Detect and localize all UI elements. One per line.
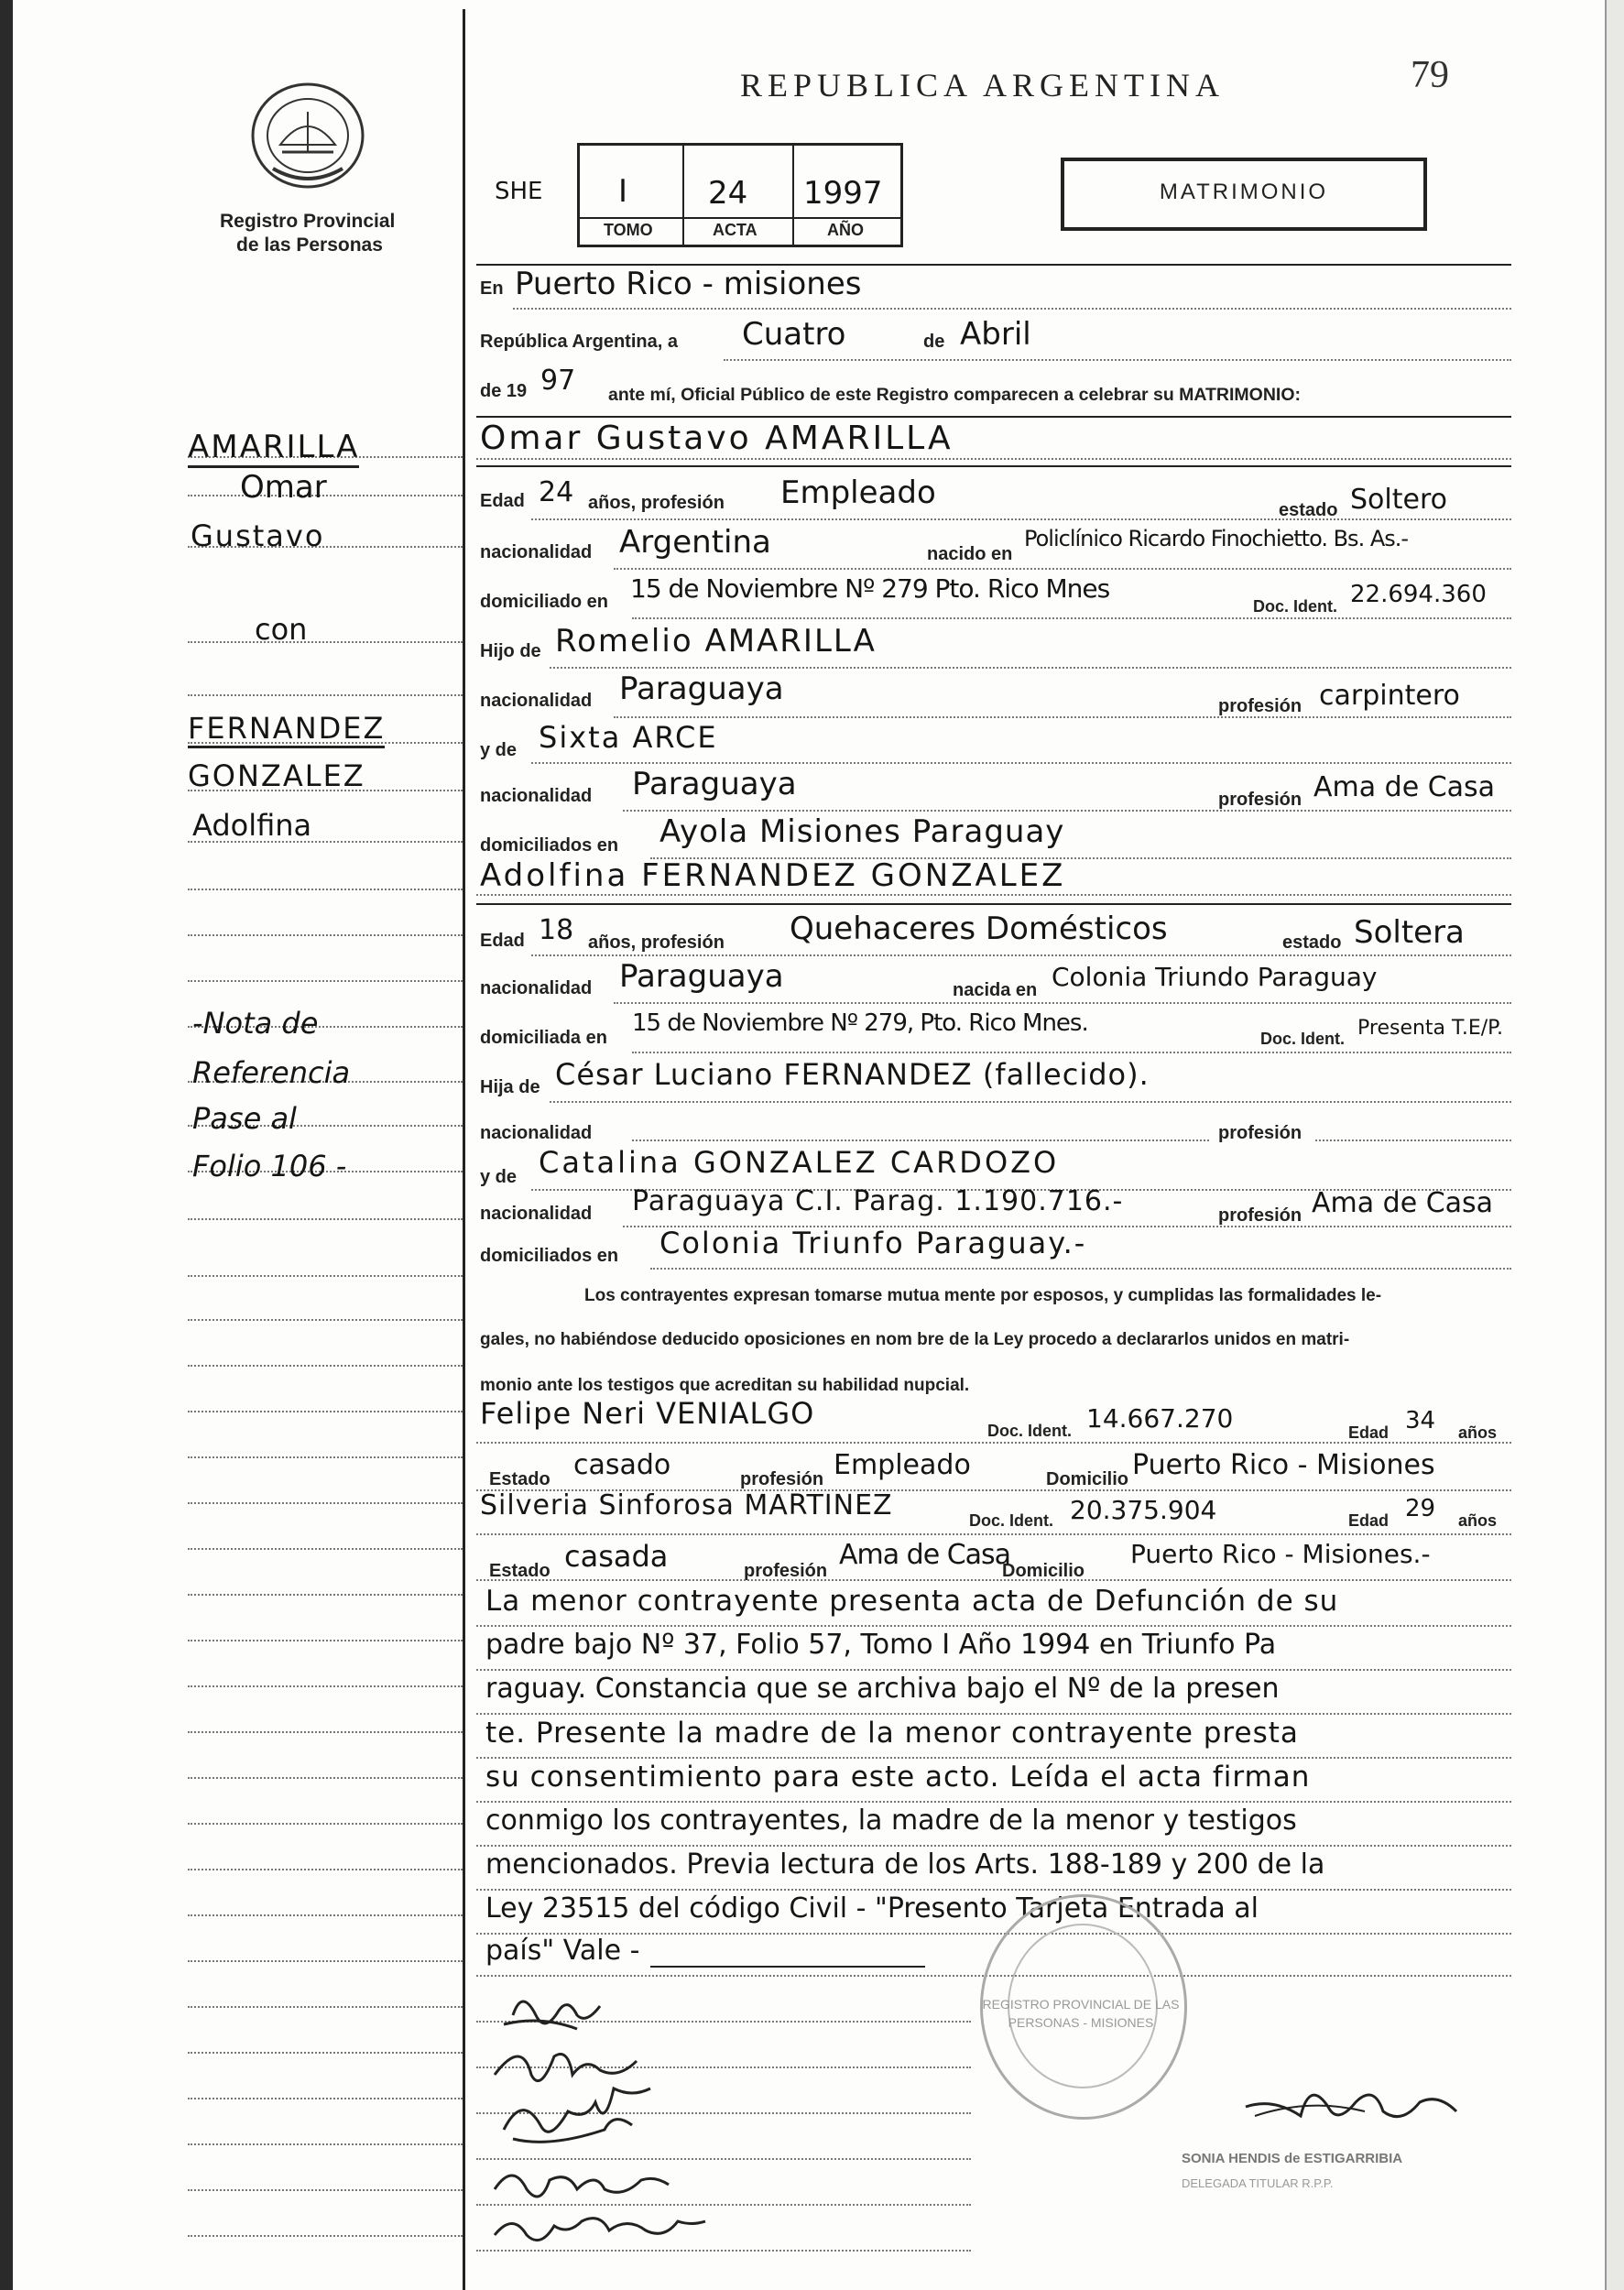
- witness2-address: Puerto Rico - Misiones.-: [1130, 1539, 1431, 1569]
- margin-rule: [188, 2143, 463, 2145]
- bride-nationality: Paraguaya: [619, 958, 784, 995]
- bride-profession: Quehaceres Domésticos: [790, 911, 1168, 947]
- provincial-seal: [245, 81, 370, 191]
- groom-age: 24: [539, 476, 574, 508]
- margin-rule: [188, 1640, 463, 1641]
- witness2-address-label: Domicilio: [1002, 1561, 1085, 1581]
- appearance-statement: ante mí, Oficial Público de este Registro comparecen a celebrar su MATRIMONIO:: [608, 385, 1302, 405]
- bride-mother-nationality: Paraguaya C.I. Parag. 1.190.716.-: [632, 1185, 1124, 1217]
- dotted-rule: [476, 894, 1511, 896]
- formal-text-line2: gales, no habiéndose deducido oposiciones en nom bre de la Ley procedo a declararlos unidos en matri-: [480, 1330, 1350, 1349]
- groom-mother: Sixta ARCE: [539, 720, 718, 755]
- witness2-age-label: Edad: [1348, 1511, 1390, 1530]
- bride-mother-profession: Ama de Casa: [1312, 1187, 1494, 1219]
- groom-parents-address-label: domiciliados en: [480, 835, 619, 856]
- en-label: En: [480, 278, 504, 299]
- witness1-status-label: Estado: [489, 1469, 550, 1489]
- note-line-9: país" Vale -: [485, 1935, 640, 1967]
- witness2-profession-label: profesión: [744, 1561, 828, 1581]
- groom-father-profession: carpintero: [1319, 680, 1460, 712]
- dotted-rule: [531, 762, 1511, 764]
- margin-rule: [188, 934, 463, 936]
- margin-rule: [188, 694, 463, 696]
- margin-note-line3: Pase al: [192, 1101, 297, 1136]
- witness1-age: 34: [1405, 1407, 1436, 1434]
- groom-father-label: Hijo de: [480, 641, 541, 661]
- margin-surname: AMARILLA: [188, 429, 359, 468]
- margin-rule: [188, 1960, 463, 1962]
- witness2-status-label: Estado: [489, 1561, 550, 1581]
- dotted-rule: [650, 1268, 1511, 1270]
- note-line-4: te. Presente la madre de la menor contrayente presta: [485, 1717, 1299, 1750]
- margin-rule: [188, 1218, 463, 1220]
- margin-rule: [188, 1456, 463, 1458]
- margin-rule: [188, 1411, 463, 1412]
- groom-mother-nationality-label: nacionalidad: [480, 786, 593, 806]
- bride-doc: Presenta T.E/P.: [1357, 1017, 1503, 1040]
- witness2-profession: Ama de Casa: [839, 1539, 1011, 1571]
- dotted-rule: [724, 359, 1511, 361]
- page-right-edge: [1605, 0, 1624, 2290]
- dotted-rule: [614, 1002, 1511, 1004]
- formal-text-line3: monio ante los testigos que acreditan su habilidad nupcial.: [480, 1376, 970, 1395]
- marriage-place: Puerto Rico - misiones: [515, 266, 862, 302]
- note-line-5: su consentimiento para este acto. Leída el acta firman: [485, 1761, 1311, 1794]
- witness1-doc: 14.667.270: [1086, 1403, 1234, 1434]
- margin-rule: [188, 1319, 463, 1321]
- office-name-line2: de las Personas: [236, 234, 383, 256]
- dotted-rule: [476, 1579, 1511, 1581]
- margin-first-name: Omar: [240, 469, 327, 506]
- dotted-rule: [614, 568, 1511, 570]
- groom-age-label: Edad: [480, 491, 525, 511]
- dotted-rule: [1315, 1140, 1511, 1141]
- register-code: SHE: [495, 178, 543, 205]
- seal-icon: [245, 81, 370, 191]
- witness2-civil-status: casada: [564, 1539, 669, 1574]
- volume-box: [577, 143, 903, 247]
- margin-rule: [188, 1685, 463, 1687]
- closing-rule: [650, 1966, 925, 1968]
- witness2-age: 29: [1405, 1495, 1436, 1522]
- margin-rule: [188, 2235, 463, 2237]
- groom-civil-status: Soltero: [1350, 484, 1447, 516]
- groom-father-nationality-label: nacionalidad: [480, 691, 593, 711]
- margin-rule: [188, 1731, 463, 1733]
- margin-note-line4: Folio 106 -: [192, 1149, 347, 1183]
- bride-profession-label: años, profesión: [588, 932, 725, 953]
- dotted-rule: [476, 1801, 1511, 1803]
- groom-name: Omar Gustavo AMARILLA: [480, 420, 954, 457]
- bride-age: 18: [539, 914, 574, 946]
- groom-address-label: domiciliado en: [480, 592, 609, 612]
- groom-profession: Empleado: [780, 474, 936, 511]
- margin-rule: [188, 1823, 463, 1825]
- witness1-doc-label: Doc. Ident.: [987, 1422, 1073, 1440]
- country-title: REPUBLICA ARGENTINA: [740, 67, 1226, 104]
- bride-parents-address-label: domiciliados en: [480, 1246, 619, 1266]
- rule: [476, 903, 1511, 905]
- margin-rule: [188, 2098, 463, 2099]
- margin-rule: [188, 1548, 463, 1550]
- officer-title: DELEGADA TITULAR R.P.P.: [1182, 2176, 1334, 2190]
- witness1-age-label: Edad: [1348, 1423, 1390, 1442]
- margin-rule: [188, 1914, 463, 1916]
- tomo-value: I: [618, 173, 628, 210]
- groom-status-label: estado: [1279, 500, 1338, 520]
- formal-text-line1: Los contrayentes expresan tomarse mutua mente por esposos, y cumplidas las formalidades le-: [584, 1286, 1382, 1305]
- column-divider: [463, 9, 465, 2290]
- marriage-year: 97: [540, 365, 576, 397]
- groom-father-nationality: Paraguaya: [619, 671, 784, 707]
- margin-rule: [188, 641, 463, 643]
- margin-rule: [188, 1777, 463, 1779]
- page-number: 79: [1411, 54, 1449, 96]
- witness2-doc-label: Doc. Ident.: [969, 1511, 1054, 1530]
- note-line-3: raguay. Constancia que se archiva bajo el Nº de la presen: [485, 1673, 1280, 1705]
- dotted-rule: [550, 667, 1511, 669]
- note-line-6: conmigo los contrayentes, la madre de la menor y testigos: [485, 1805, 1297, 1837]
- margin-rule: [188, 980, 463, 982]
- bride-age-label: Edad: [480, 931, 525, 951]
- rule: [476, 416, 1511, 418]
- dotted-rule: [632, 1140, 1209, 1141]
- binding-edge: [0, 0, 13, 2290]
- groom-mother-profession-label: profesión: [1218, 790, 1302, 810]
- margin-rule: [188, 2052, 463, 2054]
- document-type-box: [1061, 158, 1427, 231]
- groom-doc-label: Doc. Ident.: [1253, 597, 1338, 616]
- bride-father-label: Hija de: [480, 1077, 540, 1097]
- bride-parents-address: Colonia Triunfo Paraguay.-: [659, 1226, 1087, 1260]
- bride-father-profession-label: profesión: [1218, 1123, 1302, 1143]
- signatures-icon: [476, 1969, 861, 2290]
- bride-doc-label: Doc. Ident.: [1260, 1030, 1346, 1048]
- officer-name: SONIA HENDIS de ESTIGARRIBIA: [1182, 2151, 1403, 2166]
- tomo-label: TOMO: [604, 221, 653, 239]
- bride-status-label: estado: [1282, 932, 1342, 953]
- groom-father: Romelio AMARILLA: [555, 623, 877, 660]
- republica-label: República Argentina, a: [480, 332, 678, 352]
- dotted-rule: [476, 1713, 1511, 1715]
- acta-label: ACTA: [713, 221, 758, 239]
- margin-rule: [188, 1594, 463, 1596]
- year-prefix: de 19: [480, 381, 528, 401]
- bride-father: César Luciano FERNANDEZ (fallecido).: [555, 1057, 1150, 1092]
- margin-bride-name: Adolfina: [192, 808, 312, 843]
- groom-birthplace: Policlínico Ricardo Finochietto. Bs. As.-: [1024, 526, 1409, 551]
- bride-name: Adolfina FERNANDEZ GONZALEZ: [480, 857, 1066, 894]
- bride-mother: Catalina GONZALEZ CARDOZO: [539, 1145, 1060, 1180]
- margin-rule: [188, 1502, 463, 1504]
- officer-signature-icon: [1237, 2070, 1511, 2143]
- bride-birthplace-label: nacida en: [953, 980, 1038, 1000]
- margin-con: con: [255, 612, 308, 647]
- margin-rule: [188, 2189, 463, 2191]
- dotted-rule: [476, 1533, 1511, 1535]
- groom-mother-nationality: Paraguaya: [632, 766, 797, 802]
- bride-father-nationality-label: nacionalidad: [480, 1123, 593, 1143]
- margin-rule: [188, 889, 463, 890]
- margin-bride-surname2: GONZALEZ: [188, 758, 365, 793]
- margin-rule: [188, 2006, 463, 2008]
- margin-note-line2: Referencia: [192, 1055, 351, 1090]
- dotted-rule: [632, 617, 1511, 619]
- witness1-profession: Empleado: [834, 1449, 971, 1481]
- witness2-doc: 20.375.904: [1070, 1495, 1217, 1525]
- witness2-name: Silveria Sinforosa MARTINEZ: [480, 1489, 893, 1521]
- bride-address: 15 de Noviembre Nº 279, Pto. Rico Mnes.: [632, 1009, 1088, 1037]
- margin-rule: [188, 1365, 463, 1367]
- ano-value: 1997: [803, 175, 883, 212]
- witness1-years-label: años: [1458, 1423, 1498, 1442]
- groom-doc: 22.694.360: [1350, 581, 1487, 608]
- witness1-address: Puerto Rico - Misiones: [1132, 1449, 1435, 1481]
- groom-profession-label: años, profesión: [588, 493, 725, 513]
- dotted-rule: [476, 1757, 1511, 1759]
- groom-father-profession-label: profesión: [1218, 696, 1302, 716]
- office-name-line1: Registro Provincial: [220, 211, 396, 232]
- dotted-rule: [513, 308, 1511, 310]
- groom-mother-label: y de: [480, 740, 518, 760]
- groom-nationality: Argentina: [619, 524, 771, 561]
- margin-second-name: Gustavo: [191, 518, 325, 553]
- bride-civil-status: Soltera: [1354, 914, 1465, 951]
- bride-mother-profession-label: profesión: [1218, 1205, 1302, 1226]
- note-line-1: La menor contrayente presenta acta de Defunción de su: [485, 1585, 1339, 1618]
- marriage-month: Abril: [960, 316, 1031, 353]
- witness2-years-label: años: [1458, 1511, 1498, 1530]
- ano-label: AÑO: [827, 221, 864, 239]
- witness1-name: Felipe Neri VENIALGO: [480, 1396, 815, 1431]
- marriage-day: Cuatro: [742, 316, 846, 353]
- note-line-7: mencionados. Previa lectura de los Arts. 188-189 y 200 de la: [485, 1848, 1325, 1881]
- margin-bride-surname1: FERNANDEZ: [188, 711, 385, 748]
- witness1-civil-status: casado: [573, 1449, 671, 1481]
- groom-address: 15 de Noviembre Nº 279 Pto. Rico Mnes: [630, 573, 1110, 604]
- dotted-rule: [623, 810, 1511, 812]
- groom-parents-address: Ayola Misiones Paraguay: [659, 813, 1065, 850]
- witness1-address-label: Domicilio: [1046, 1469, 1129, 1489]
- dotted-rule: [531, 954, 1511, 956]
- bride-address-label: domiciliada en: [480, 1028, 607, 1048]
- bride-mother-label: y de: [480, 1167, 518, 1187]
- dotted-rule: [476, 458, 1511, 460]
- margin-rule: [188, 1275, 463, 1277]
- note-line-2: padre bajo Nº 37, Folio 57, Tomo I Año 1994 en Triunfo Pa: [485, 1629, 1277, 1661]
- bride-mother-nationality-label: nacionalidad: [480, 1204, 593, 1224]
- margin-note-line1: -Nota de: [192, 1006, 319, 1041]
- groom-birthplace-label: nacido en: [927, 544, 1013, 564]
- de-label: de: [923, 332, 945, 352]
- margin-rule: [188, 1869, 463, 1870]
- stamp-text: REGISTRO PROVINCIAL DE LAS PERSONAS - MISIONES: [982, 1997, 1180, 2030]
- document-type: MATRIMONIO: [1159, 180, 1329, 204]
- note-line-8: Ley 23515 del código Civil - "Presento Tarjeta Entrada al: [485, 1892, 1259, 1925]
- dotted-rule: [476, 1889, 1511, 1891]
- witness1-profession-label: profesión: [740, 1469, 824, 1489]
- bride-nationality-label: nacionalidad: [480, 978, 593, 998]
- dotted-rule: [476, 1625, 1511, 1627]
- dotted-rule: [476, 1845, 1511, 1847]
- dotted-rule: [550, 1101, 1511, 1103]
- bride-birthplace: Colonia Triundo Paraguay: [1052, 962, 1378, 992]
- dotted-rule: [476, 1442, 1511, 1444]
- dotted-rule: [531, 518, 1511, 520]
- acta-value: 24: [708, 175, 748, 212]
- dotted-rule: [614, 716, 1511, 718]
- dotted-rule: [476, 1669, 1511, 1671]
- dotted-rule: [632, 1052, 1511, 1053]
- rule: [476, 465, 1511, 467]
- groom-nationality-label: nacionalidad: [480, 542, 593, 562]
- groom-mother-profession: Ama de Casa: [1313, 771, 1496, 803]
